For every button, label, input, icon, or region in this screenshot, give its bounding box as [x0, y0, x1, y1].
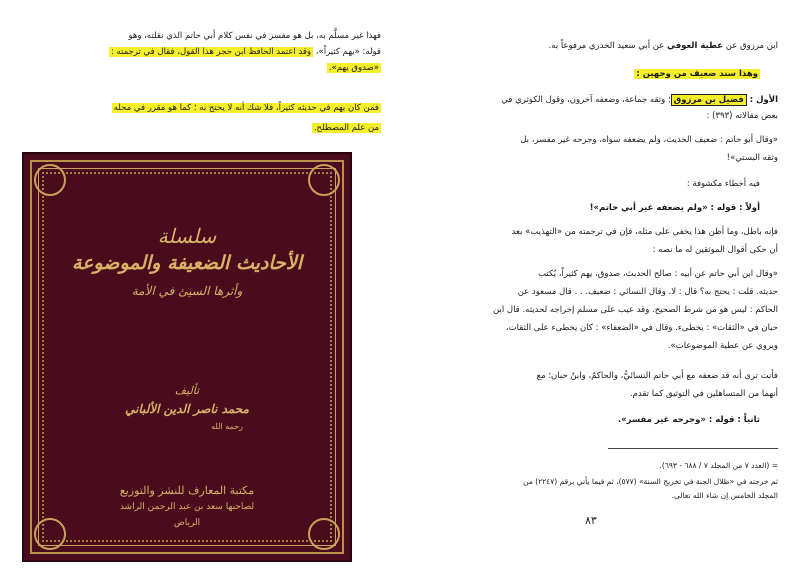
- left-line-4-highlight: فمن كان يهم في حديثه كثيراً، فلا شك أنه لا يحتج به ؛ كما هو مقرر في محله: [113, 103, 379, 113]
- left-line-1-text: فهذا غير مسلَّم به، بل هو مفسر في نفس كلام أبي حاتم الذي نقلته، وهو: [128, 31, 381, 41]
- right-line-14-text: حبان في «الثقات» : يخطىء. وقال في «الضعفاء» : كان يخطىء على الثقات،: [505, 323, 778, 333]
- right-line-3-boxed: فضيل بن مرزوق: [671, 94, 747, 106]
- right-line-3: [501, 94, 778, 106]
- right-line-4: [707, 110, 778, 122]
- right-page: [395, 0, 800, 576]
- left-line-1: [128, 30, 381, 42]
- footnote-2-text: ثم خرجته في «ظلال الجنة في تخريج السنة» (٥٧٧)، ثم فيما يأتي برقم (٢٢٤٧) من: [523, 477, 778, 486]
- right-line-6: [727, 152, 778, 164]
- right-line-9-text: فإنه باطل، وما أظن هذا يخفى على مثله، فإن في ترجمته من «التهذيب» بعد: [511, 227, 778, 237]
- left-line-3-highlight: «صدوق يهم».: [328, 63, 379, 73]
- cover-author: محمد ناصر الدين الألباني: [125, 402, 249, 416]
- cover-author-note: رحمه الله: [211, 422, 243, 431]
- right-line-2-highlight: وهذا سند ضعيف من وجهين :: [636, 69, 758, 79]
- right-line-1: [549, 40, 778, 52]
- right-line-3-text: ؛ وثقه جماعة، وضعفه آخرون، وقول الكوثري في: [501, 95, 671, 105]
- right-line-10: [653, 244, 778, 256]
- right-line-11: [538, 268, 778, 280]
- right-line-6-text: وثقه البستي»!: [726, 153, 778, 163]
- footnote-divider: [608, 448, 778, 449]
- right-line-18: [618, 414, 760, 426]
- right-line-17-text: أنهما من المتساهلين في التوثيق كما تقدم.: [629, 389, 778, 399]
- footnote-1-text: = (العدد ٧ من المجلد ٧ / ٦٨٨ - ٦٩٣).: [659, 461, 778, 470]
- right-line-16-text: فأنت ترى أنه قد ضعفه مع أبي حاتم النسائيُّ، والحاكمُ، وابنُ حبان؛ مع: [536, 371, 778, 381]
- left-page: [0, 0, 395, 576]
- right-line-5-text: «وقال أبو حاتم : ضعيف الحديث، ولم يضعفه سواه، وجرحه غير مفسر، بل: [520, 135, 778, 145]
- right-line-17: [630, 388, 778, 400]
- right-line-7: [687, 178, 760, 190]
- right-line-18-bold: ثانياً : قوله : «وجرحه غير مفسر».: [617, 415, 760, 425]
- book-cover: [22, 152, 352, 562]
- right-line-15: [668, 340, 778, 352]
- left-line-5-highlight: من علم المصطلح.: [313, 123, 379, 133]
- right-line-13: [493, 304, 778, 316]
- right-line-1-bold: عطية العوفي: [667, 41, 724, 51]
- left-line-4: [112, 102, 381, 114]
- left-line-2-highlight: وقد اعتمد الحافظ ابن حجر هذا القول، فقال في ترجمته :: [110, 47, 312, 57]
- left-line-5: [312, 122, 381, 134]
- right-line-8: [590, 202, 760, 214]
- cover-authorship: تأليف: [174, 384, 200, 397]
- page-number: ٨٣: [585, 514, 597, 527]
- right-line-8-bold: أولاً : قوله : «ولم يضعفه غير أبي حاتم»!: [589, 203, 760, 213]
- right-line-13-text: الحاكم : ليس هو من شرط الصحيح. وقد عيب على مسلم إخراجه لحديثه. قال ابن: [493, 305, 778, 315]
- cover-publisher: مكتبة المعارف للنشر والتوزيع: [119, 484, 255, 497]
- footnote-3: [672, 490, 778, 502]
- right-line-5: [520, 134, 778, 146]
- footnote-3-text: المجلد الخامس إن شاء الله تعالى.: [671, 491, 778, 500]
- right-line-7-text: فيه أخطاء مكشوفة :: [686, 179, 760, 189]
- footnote-2: [523, 476, 778, 488]
- right-line-12-text: حديثه. قلت : يحتج به؟ قال : لا. وقال النسائي : ضعيف. . . قال مسعود عن: [517, 287, 778, 297]
- right-line-3-bold: الأول :: [746, 95, 778, 105]
- right-line-2: [634, 68, 760, 80]
- corner-ornament-icon: [34, 164, 66, 196]
- right-line-4-text: بعض مقالاته (٣٩٣) :: [706, 111, 778, 121]
- right-line-1-text-a: ابن مرزوق عن: [723, 41, 778, 51]
- cover-subtitle: وأثرها السيئ في الأمة: [131, 284, 243, 298]
- left-line-2-text: قوله: «يهم كثيراً»،: [313, 47, 381, 57]
- right-line-16: [537, 370, 778, 382]
- right-line-12: [518, 286, 778, 298]
- left-line-2: [109, 46, 381, 58]
- right-line-10-text: أن حكى أقوال الموثقين له ما نصه :: [652, 245, 778, 255]
- right-line-15-text: ويروي عن عطية الموضوعات».: [667, 341, 778, 351]
- right-line-1-text-b: عن أبي سعيد الخدري مرفوعاً به.: [548, 41, 668, 51]
- left-line-3: [327, 62, 381, 74]
- right-line-14: [506, 322, 778, 334]
- right-line-11-text: «وقال ابن أبي حاتم عن أبيه : صالح الحديث، صدوق، يهم كثيراً، يُكتب: [538, 269, 778, 279]
- footnote-1: [660, 460, 778, 472]
- corner-ornament-icon: [308, 164, 340, 196]
- right-line-9: [511, 226, 778, 238]
- cover-city: الرياض: [173, 518, 201, 528]
- cover-publisher-owner: لصاحبها سعد بن عبد الرحمن الراشد: [119, 502, 255, 512]
- cover-series-word: سلسلة: [157, 224, 217, 248]
- cover-title: الأحاديث الضعيفة والموضوعة: [71, 252, 303, 274]
